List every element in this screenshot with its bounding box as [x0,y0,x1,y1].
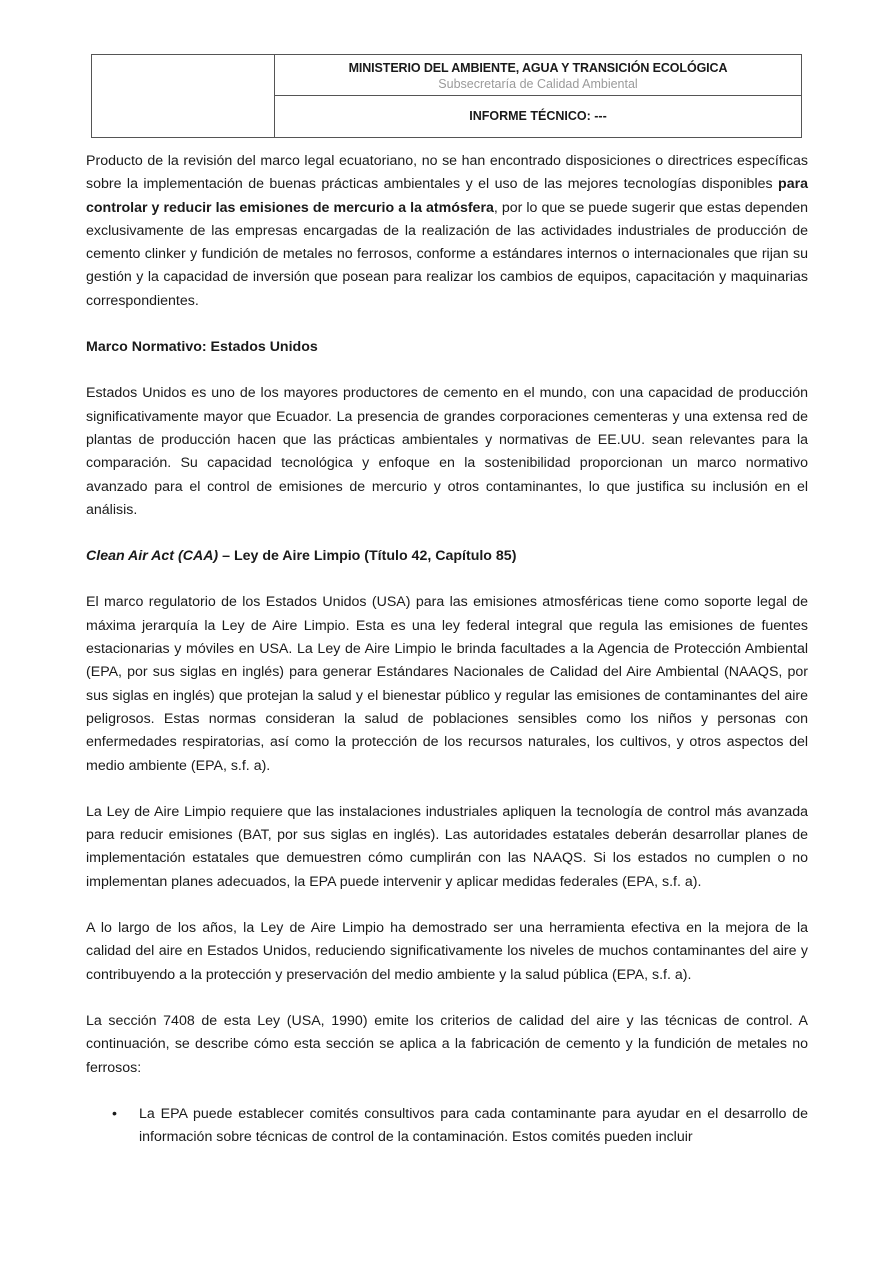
section-heading-caa [86,545,808,568]
bullet-icon: • [112,1105,117,1122]
paragraph-text: , por lo que se puede sugerir que estas dependen exclusivamente de las empresas encargadas de la realización de las actividades industriales de producción de cemento clinker y fundición de metales no ferrosos, conforme a estándares internos o internacionales que rijan su gestión y la capacidad de inversión que posean para realizar los cambios de equipos, capacitación y maquinarias correspondientes. [86,199,808,309]
caa-title-rest: – Ley de Aire Limpio (Título 42, Capítulo 85) [218,548,517,565]
list-item-text: La EPA puede establecer comités consultivos para cada contaminante para ayudar en el desarrollo de información sobre técnicas de control de la contaminación. Estos comités pueden incluir [139,1105,808,1146]
header-info-cell [275,55,801,137]
paragraph-text: Producto de la revisión del marco legal ecuatoriano, no se han encontrado disposiciones o directrices específicas sobre la implementación de buenas prácticas ambientales y el uso de las mejores tecnologías disponibles [86,153,808,193]
report-label: INFORME TÉCNICO: --- [469,109,607,123]
paragraph-section-7408: La sección 7408 de esta Ley (USA, 1990) emite los criterios de calidad del aire y las técnicas de control. A continuación, se describe cómo esta sección se aplica a la fabricación de cemento y la fundición de metales no ferrosos: [86,1012,808,1076]
document-body [86,150,808,1149]
list-item [86,1103,808,1150]
paragraph-caa-effectiveness: A lo largo de los años, la Ley de Aire Limpio ha demostrado ser una herramienta efectiva en la mejora de la calidad del aire en Estados Unidos, reduciendo significativamente los niveles de muchos contaminantes del aire y contribuyendo a la protección y preservación del medio ambiente y la salud pública (EPA, s.f. a). [86,920,808,983]
bold-emphasis: para controlar y reducir las emisiones de mercurio a la atmósfera [86,176,808,216]
ministry-block [275,55,801,96]
paragraph-caa-framework: El marco regulatorio de los Estados Unidos (USA) para las emisiones atmosféricas tiene como soporte legal de máxima jerarquía la Ley de Aire Limpio. Esta es una ley federal integral que regula las emisiones de fuentes estacionarias y móviles en USA. La Ley de Aire Limpio le brinda facultades a la Agencia de Protección Ambiental (EPA, por sus siglas en inglés) para generar Estándares Nacionales de Calidad del Aire Ambiental (NAAQS, por sus siglas en inglés) que protejan la salud y el bienestar público y regular las emisiones de contaminantes del aire peligrosos. Estas normas consideran la salud de poblaciones sensibles como los niños y personas con enfermedades respiratorias, así como la protección de los recursos naturales, los cultivos, y otros aspectos del medio ambiente (EPA, s.f. a). [86,594,808,774]
document-header-table [91,54,802,138]
caa-italic-title: Clean Air Act (CAA) [86,548,219,565]
paragraph-ecuador-summary [86,150,808,313]
logo-cell [92,55,275,137]
paragraph-caa-bat: La Ley de Aire Limpio requiere que las instalaciones industriales apliquen la tecnología de control más avanzada para reducir emisiones (BAT, por sus siglas en inglés). Las autoridades estatales deberán desarrollar planes de implementación estatales que demuestren cómo cumplirán con las NAAQS. Si los estados no cumplen o no implementan planes adecuados, la EPA puede intervenir y aplicar medidas federales (EPA, s.f. a). [86,803,808,890]
bullet-list [86,1103,808,1150]
ministry-name: MINISTERIO DEL AMBIENTE, AGUA Y TRANSICIÓN ECOLÓGICA [348,61,728,75]
paragraph-us-intro: Estados Unidos es uno de los mayores productores de cemento en el mundo, con una capacidad de producción significativamente mayor que Ecuador. La presencia de grandes corporaciones cementeras y una extensa red de plantas de producción hacen que las prácticas ambientales y normativas de EE.UU. sean relevantes para la comparación. Su capacidad tecnológica y enfoque en la sostenibilidad proporcionan un marco normativo avanzado para el control de emisiones de mercurio y otros contaminantes, lo que justifica su inclusión en el análisis. [86,385,808,518]
subsecretariat-name: Subsecretaría de Calidad Ambiental [438,77,638,91]
section-heading-us: Marco Normativo: Estados Unidos [86,339,318,356]
